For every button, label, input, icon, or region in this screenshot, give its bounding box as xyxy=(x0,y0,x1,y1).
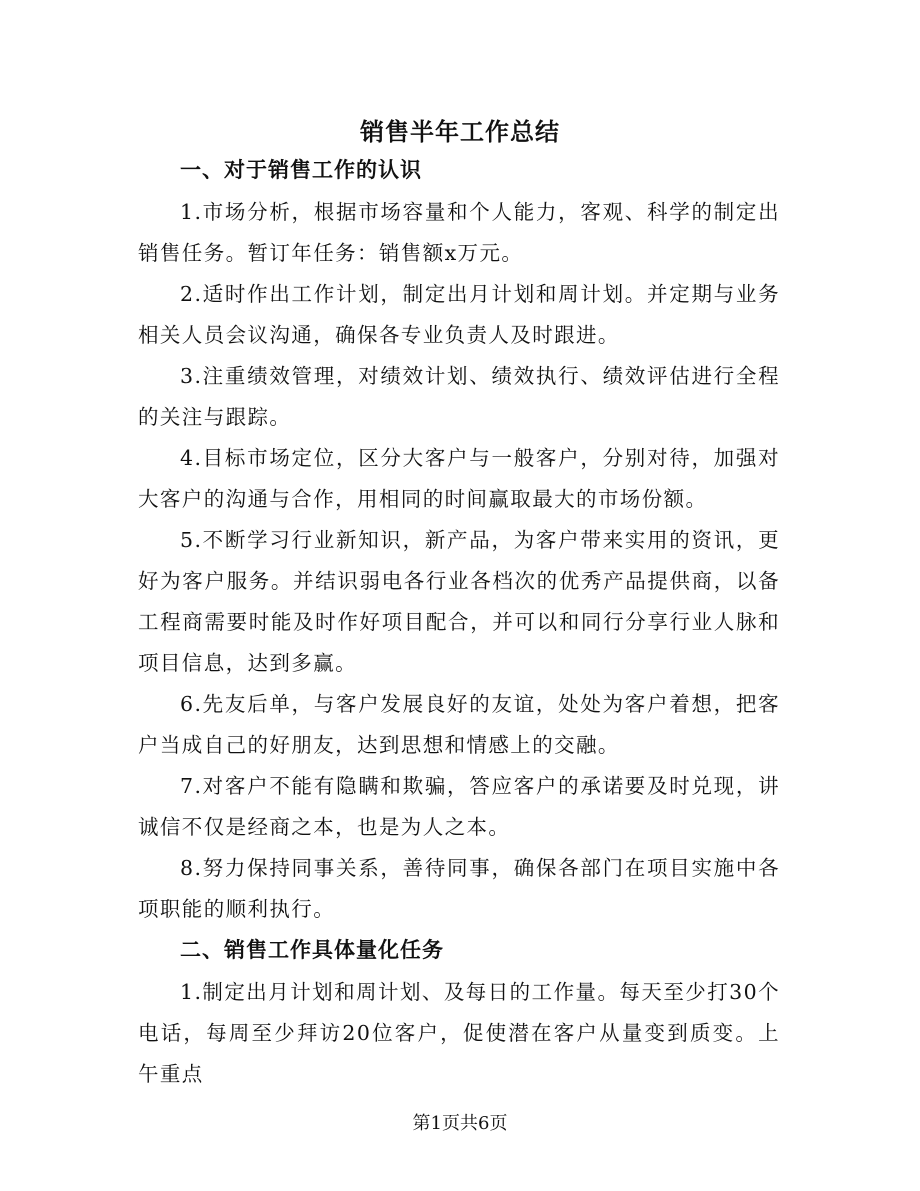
paragraph-1-6: 6.先友后单，与客户发展良好的友谊，处处为客户着想，把客户当成自己的好朋友，达到思想和情感上的交融。 xyxy=(138,692,780,757)
paragraph-1-5: 5.不断学习行业新知识，新产品，为客户带来实用的资讯，更好为客户服务。并结识弱电各行业各档次的优秀产品提供商，以备工程商需要时能及时作好项目配合，并可以和同行分享行业人脉和项目信息，达到多赢。 xyxy=(138,528,780,675)
paragraph-2-1: 1.制定出月计划和周计划、及每日的工作量。每天至少打30个电话，每周至少拜访20位客户，促使潜在客户从量变到质变。上午重点 xyxy=(138,980,780,1086)
paragraph-1-8: 8.努力保持同事关系，善待同事，确保各部门在项目实施中各项职能的顺利执行。 xyxy=(138,856,780,921)
page-number-footer: 第1页共6页 xyxy=(412,1113,508,1134)
paragraph-1-3: 3.注重绩效管理，对绩效计划、绩效执行、绩效评估进行全程的关注与跟踪。 xyxy=(138,364,780,429)
document-body xyxy=(138,150,780,1095)
section-heading-2: 二、销售工作具体量化任务 xyxy=(180,937,444,962)
paragraph-1-1: 1.市场分析，根据市场容量和个人能力，客观、科学的制定出销售任务。暂订年任务：销售额x万元。 xyxy=(138,200,780,265)
paragraph-1-2: 2.适时作出工作计划，制定出月计划和周计划。并定期与业务相关人员会议沟通，确保各专业负责人及时跟进。 xyxy=(138,282,780,347)
paragraph-1-7: 7.对客户不能有隐瞒和欺骗，答应客户的承诺要及时兑现，讲诚信不仅是经商之本，也是为人之本。 xyxy=(138,774,780,839)
section-heading-1: 一、对于销售工作的认识 xyxy=(180,157,422,182)
document-title: 销售半年工作总结 xyxy=(360,117,560,146)
paragraph-1-4: 4.目标市场定位，区分大客户与一般客户，分别对待，加强对大客户的沟通与合作，用相同的时间赢取最大的市场份额。 xyxy=(138,446,780,511)
